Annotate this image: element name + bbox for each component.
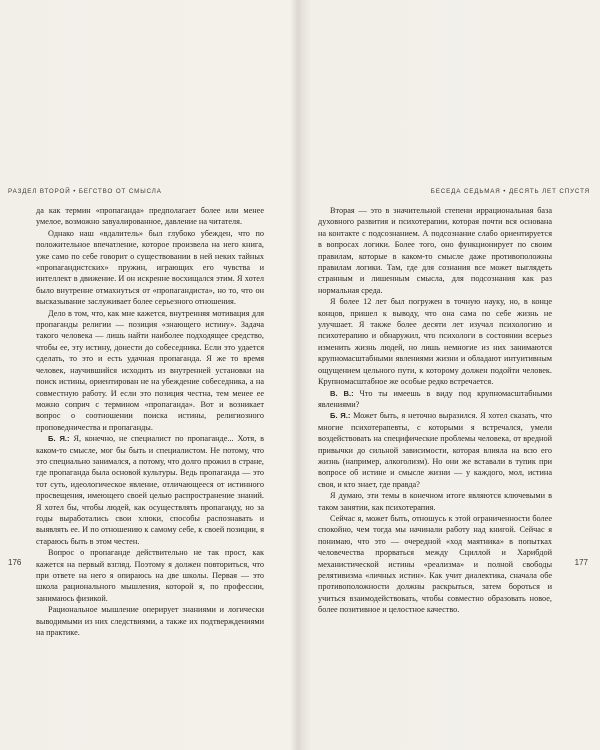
paragraph-text: Я думаю, эти темы в конечном итоге являются ключевыми в таком занятии, как психотерапия. xyxy=(318,491,552,512)
paragraph-text: да как термин «пропаганда» предполагает более или менее умелое, возможно завуалированное, давление на читателя. xyxy=(36,206,264,227)
paragraph-text: Вопрос о пропаганде действительно не так прост, как кажется на первый взгляд. Поэтому я должен повториться, что при ответе на него я опираюсь на две школы. Первая — это школа рационального мышления, которой я, по профессии, занимаюсь физикой. xyxy=(36,548,264,603)
paragraph xyxy=(36,228,264,308)
left-page xyxy=(0,0,298,750)
paragraph xyxy=(36,604,264,638)
paragraph-text: Я более 12 лет был погружен в точную науку, но, в конце концов, пришел к выводу, что она сама по себе жизнь не улучшает. Я также более десяти лет изучал психологию и психотерапию и обнаружил, что психологи в состоянии всерьез изменить жизнь людей, но лишь немногие из них занимаются крупномасштабными явлениями жизни и обладают интуитивным ощущением цельного пути, к которому должен подойти человек. Крупномасштабное же особые редко встречается. xyxy=(318,297,552,387)
paragraph xyxy=(318,296,552,387)
paragraph xyxy=(36,205,264,228)
page-text xyxy=(36,205,264,638)
paragraph-text: Я, конечно, не специалист по пропаганде... Хотя, в каком-то смысле, мог бы быть и специалистом. Не потому, что это специально занимался, а потому, что долго прожил в стране, где пропаганда была основой культуры. Ведь пропаганда — это тот суть, идеологическое явление, отличающееся от истинного просвещения, имеющего своей целью распространение знаний. Я хотел бы, чтобы людей, как осуществлять пропаганду, но за годы выработались свои хлюки, способы распознавать и выявлять ее. И по отношению к самому себе, к своей позиции, я стараюсь быть в этом честен. xyxy=(36,434,265,546)
page-number: 177 xyxy=(574,558,588,567)
running-header: РАЗДЕЛ ВТОРОЙ • БЕГСТВО ОТ СМЫСЛА xyxy=(8,188,162,195)
paragraph xyxy=(318,490,552,513)
paragraph xyxy=(36,308,264,433)
page-text xyxy=(318,205,552,616)
paragraph-text: Дело в том, что, как мне кажется, внутренняя мотивация для пропаганды религии — позиция «знающего истину». Задача такого человека — лишь найти наиболее подходящее средство, чтобы ее, эту истину, донести до собеседника. Если это удается сделать, то это и есть удачная пропаганда. Я же то время человек, научившийся исходить из внутренней установки на поиск истины, ориентирован не на убеждение собеседника, а на совместную работу. И если это позиция честна, тем менее ее можно соприч с термином «пропаганда». Вот и возникает вопрос о соотношении поиска истины, религиозного проповедничества и пропаганды. xyxy=(36,308,264,432)
paragraph-text: Однако наш «вдалитель» был глубоко убежден, что по положительное впечатление, которое произвела на него книга, уже само по себе говорит о существовании в ней неких тайных «пропагандистских» пружин, играющих его чувства и интеллект в движение. И он искренне восхищался этим. Я хотел было внутренне отмахнуться от «пропагандиста», но то, что он высказывание заслуживает более серьезного отношения. xyxy=(36,228,264,307)
paragraph-text: Сейчас я, может быть, отношусь к этой ограниченности более спокойно, чем тогда мы начинали работу над книгой. Сейчас я понимаю, что это — очередной «ход маятника» в попытках человечества прорваться между Сциллой и Харибдой механистической истины «реализма» и полной свободы релятивизма «личных истин». Как учит диалектика, сначала обе противоположности должны раскрыться, затем бороться и учиться взаимодействовать, чтобы совместно образовать новое, более позитивное и целостное качество. xyxy=(318,513,552,615)
paragraph-text: Что ты имеешь в виду под крупномасштабными явлениями? xyxy=(318,388,553,409)
speaker-label: В. В.: xyxy=(330,388,354,398)
paragraph xyxy=(36,433,264,547)
paragraph xyxy=(36,547,264,604)
speaker-label: Б. Я.: xyxy=(48,434,70,444)
paragraph-text: Может быть, я неточно выразился. Я хотел сказать, что многие психотерапевты, с которыми я встречался, умели воздействовать на специфические проблемы человека, от вредной привычки до сильной зависимости, которая влияла на всю его жизнь (например, алкоголизм). Но они же вставали в тупик при вопросе об истине и смысле жизни — у каждого, мол, истина своя, и кто знает, где правда? xyxy=(318,411,552,489)
paragraph xyxy=(318,513,552,616)
paragraph-text: Вторая — это в значительной степени иррациональная база духовного развития и психотерапии, которая почти вся основана на контакте с подсознанием. А подсознание слабо ориентируется в вопросах логики. Более того, оно функционирует по своим правилам, которые в каком-то смысле даже противоположны правилам логики. Там, где для сознания все может выглядеть странным и лишенным смысла, для подсознания как раз нормальная среда. xyxy=(318,206,552,295)
right-page xyxy=(302,0,600,750)
paragraph xyxy=(318,388,552,411)
paragraph-text: Рациональное мышление оперирует знаниями и логически выводимыми из них следствиями, а также их подтверждениями на практике. xyxy=(36,605,264,638)
running-header: БЕСЕДА СЕДЬМАЯ • ДЕСЯТЬ ЛЕТ СПУСТЯ xyxy=(430,188,590,195)
speaker-label: Б. Я.: xyxy=(330,411,351,421)
paragraph xyxy=(318,410,552,490)
page-number: 176 xyxy=(8,558,22,567)
paragraph xyxy=(318,205,552,296)
